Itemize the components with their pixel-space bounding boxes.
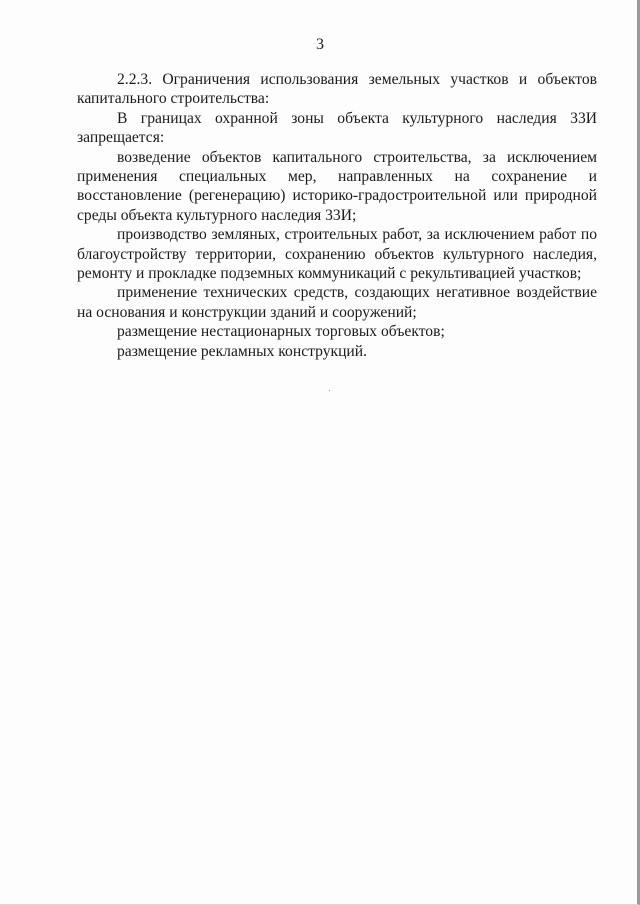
page-number: 3 [316, 36, 324, 53]
scan-speck [329, 390, 330, 391]
prohibition-item: размещение нестационарных торговых объектов; [117, 323, 445, 341]
prohibition-item: возведение объектов капитального строительства, за исключением применения специальных мер, направленных на сохранение и восстановление (регенерацию) историко-градостроительной или природной среды объекта культурного наследия 33И; [77, 148, 597, 224]
prohibition-item: применение технических средств, создающих негативное воздействие на основания и конструкции зданий и сооружений; [77, 284, 597, 321]
section-heading-paragraph: 2.2.3. Ограничения использования земельных участков и объектов капитального строительства: [77, 71, 597, 108]
prohibition-item: размещение рекламных конструкций. [117, 342, 368, 360]
document-body [77, 70, 597, 361]
prohibition-intro-paragraph: В границах охранной зоны объекта культурного наследия 33И запрещается: [77, 109, 597, 147]
prohibition-item: производство земляных, строительных работ, за исключением работ по благоустройству территории, сохранению объектов культурного наследия, ремонту и прокладке подземных коммуникаций с рекультивацией участков; [77, 226, 597, 283]
